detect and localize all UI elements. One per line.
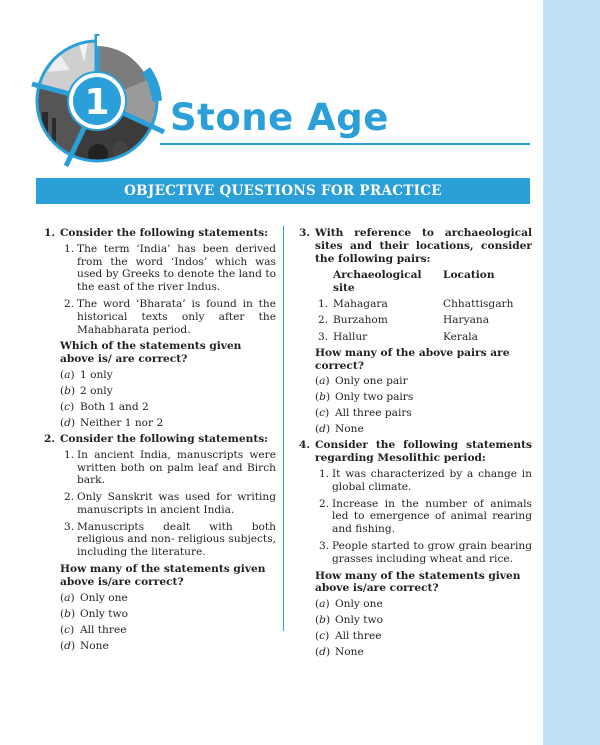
option: (b) Only two bbox=[315, 614, 383, 627]
option-list bbox=[60, 369, 276, 430]
statement: 1. The term ‘India’ has been derived from the word ‘Indos’ which was used by Greeks to denote the land to the east of the river Indus. bbox=[64, 242, 276, 294]
option: (d) None bbox=[315, 646, 364, 659]
option: (b) Only two pairs bbox=[315, 391, 414, 404]
question-text: Consider the following statements: bbox=[60, 432, 269, 445]
question-prompt: How many of the statements given above is/are correct? bbox=[315, 569, 521, 595]
question-number: 4. bbox=[299, 439, 311, 452]
option: (a) 1 only bbox=[60, 368, 113, 381]
statement: 2. Only Sanskrit was used for writing manuscripts in ancient India. bbox=[64, 491, 276, 516]
option: (b) Only two bbox=[60, 607, 128, 620]
question-prompt: Which of the statements given above is/ are correct? bbox=[60, 340, 242, 366]
question-text: Consider the following statements: bbox=[60, 227, 269, 239]
statement: 1. It was characterized by a change in global climate. bbox=[319, 468, 532, 493]
question-4 bbox=[299, 439, 532, 659]
option-list bbox=[315, 375, 532, 436]
option: (c) All three bbox=[60, 623, 127, 636]
option: (a) Only one bbox=[315, 598, 383, 611]
pairs-header: Archaeological site Location bbox=[333, 269, 495, 295]
title-underline bbox=[160, 143, 530, 145]
chapter-number: 1 bbox=[84, 82, 110, 123]
option: (d) None bbox=[60, 639, 109, 652]
statement: 3. People started to grow grain bearing grasses including wheat and rice. bbox=[319, 539, 532, 565]
option: (c) All three bbox=[315, 630, 382, 643]
question-number: 1. bbox=[44, 227, 56, 239]
section-banner: OBJECTIVE QUESTIONS FOR PRACTICE bbox=[36, 178, 530, 204]
question-number: 3. bbox=[299, 227, 311, 239]
pair-row: 2. Burzahom Haryana bbox=[318, 314, 490, 327]
statement-list bbox=[315, 468, 532, 566]
option-list bbox=[60, 592, 276, 653]
statement: 3. Manuscripts dealt with both religious and non- religious subjects, including the literature. bbox=[64, 520, 276, 559]
option: (d) Neither 1 nor 2 bbox=[60, 416, 164, 429]
left-column bbox=[44, 227, 276, 656]
statement: 2. Increase in the number of animals led to emergence of animal rearing and fishing. bbox=[319, 497, 532, 536]
option: (d) None bbox=[315, 423, 364, 436]
question-prompt: How many of the above pairs are correct? bbox=[315, 346, 510, 372]
pairs-table bbox=[315, 269, 532, 343]
column-divider bbox=[283, 226, 284, 631]
pair-row: 3. Hallur Kerala bbox=[318, 330, 478, 343]
question-text: Consider the following statements regarding Mesolithic period: bbox=[315, 439, 532, 465]
question-prompt: How many of the statements given above is/are correct? bbox=[60, 563, 266, 588]
chapter-title: Stone Age bbox=[170, 96, 389, 139]
option: (b) 2 only bbox=[60, 384, 113, 397]
question-number: 2. bbox=[44, 432, 56, 445]
statement-list bbox=[60, 243, 276, 337]
option-list bbox=[315, 598, 532, 659]
option: (a) Only one bbox=[60, 591, 128, 604]
option: (a) Only one pair bbox=[315, 375, 408, 388]
option: (c) Both 1 and 2 bbox=[60, 400, 149, 413]
question-1 bbox=[44, 227, 276, 430]
question-text: With reference to archaeological sites and their locations, consider the following pairs: bbox=[315, 227, 532, 265]
question-3 bbox=[299, 227, 532, 436]
option: (c) All three pairs bbox=[315, 407, 412, 420]
statement: 1. In ancient India, manuscripts were written both on palm leaf and Birch bark. bbox=[64, 448, 276, 487]
statement: 2. The word ‘Bharata’ is found in the historical texts only after the Mahabharata period. bbox=[64, 297, 276, 336]
statement-list bbox=[60, 449, 276, 559]
pair-row: 1. Mahagara Chhattisgarh bbox=[318, 297, 514, 310]
question-2 bbox=[44, 433, 276, 653]
side-color-strip bbox=[543, 0, 600, 745]
chapter-emblem bbox=[28, 32, 166, 170]
right-column bbox=[299, 227, 532, 662]
